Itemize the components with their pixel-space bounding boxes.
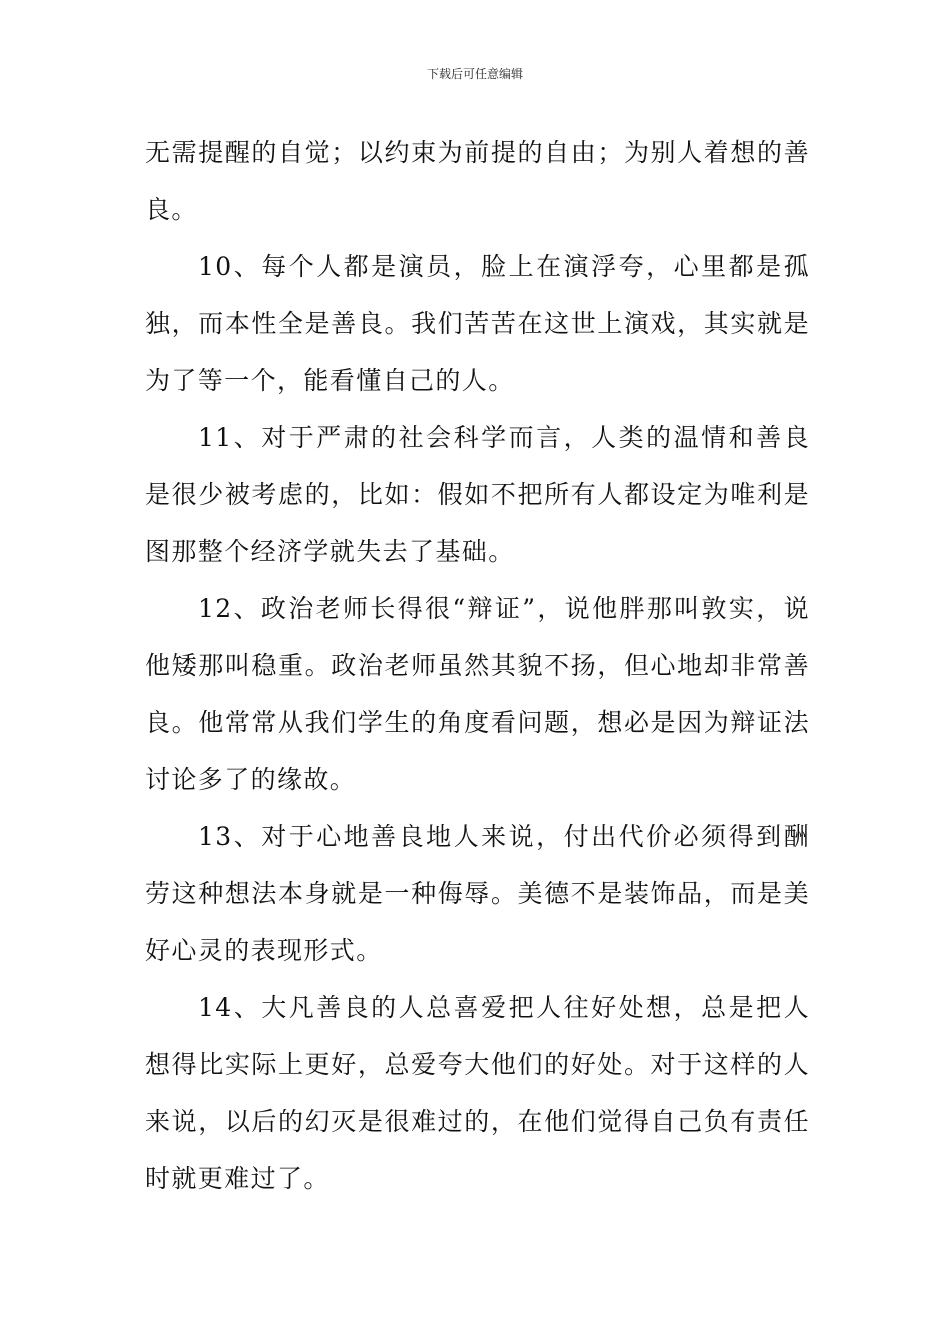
paragraph-item-12: 12、政治老师长得很“辩证”，说他胖那叫敦实，说他矮那叫稳重。政治老师虽然其貌不扬，但心地却非常善良。他常常从我们学生的角度看问题，想必是因为辩证法讨论多了的缘故。	[145, 594, 810, 794]
page-header: 下载后可任意编辑	[426, 67, 523, 81]
body-text	[145, 124, 810, 1207]
paragraph-item-13: 13、对于心地善良地人来说，付出代价必须得到酬劳这种想法本身就是一种侮辱。美德不是装饰品，而是美好心灵的表现形式。	[145, 822, 810, 965]
paragraph-item-14: 14、大凡善良的人总喜爱把人往好处想，总是把人想得比实际上更好，总爱夸大他们的好处。对于这样的人来说，以后的幻灭是很难过的，在他们觉得自己负有责任时就更难过了。	[145, 993, 810, 1193]
paragraph-intro: 无需提醒的自觉；以约束为前提的自由；为别人着想的善良。	[145, 138, 810, 224]
paragraph-item-10: 10、每个人都是演员，脸上在演浮夸，心里都是孤独，而本性全是善良。我们苦苦在这世上演戏，其实就是为了等一个，能看懂自己的人。	[145, 252, 810, 395]
paragraph-item-11: 11、对于严肃的社会科学而言，人类的温情和善良是很少被考虑的，比如：假如不把所有人都设定为唯利是图那整个经济学就失去了基础。	[145, 423, 810, 566]
